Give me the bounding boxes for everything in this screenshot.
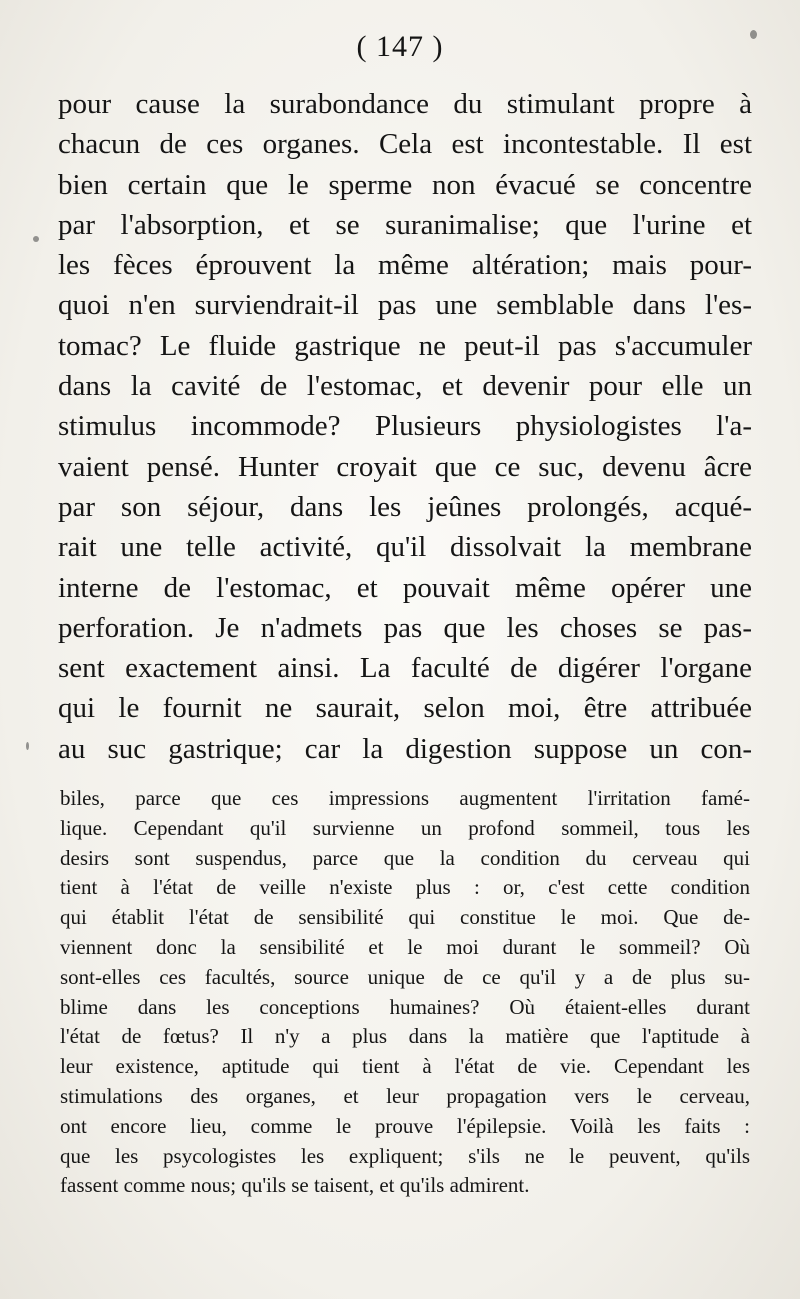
ink-speck — [750, 30, 757, 39]
footnote-line: viennent donc la sensibilité et le moi durant le sommeil? Où — [60, 934, 750, 959]
ink-speck — [33, 236, 39, 242]
main-text-line: par l'absorption, et se suranimalise; que l'urine et — [58, 208, 752, 241]
page-number: ( 147 ) — [356, 30, 444, 63]
footnote-line: blime dans les conceptions humaines? Où étaient-elles durant — [60, 994, 750, 1019]
footnote-line: fassent comme nous; qu'ils se taisent, et qu'ils admirent. — [60, 1173, 530, 1198]
footnote-line: ont encore lieu, comme le prouve l'épilepsie. Voilà les faits : — [60, 1113, 750, 1138]
footnote-line: desirs sont suspendus, parce que la condition du cerveau qui — [60, 845, 750, 870]
footnote-line: que les psycologistes les expliquent; s'ils ne le peuvent, qu'ils — [60, 1143, 750, 1168]
footnote-line: qui établit l'état de sensibilité qui constitue le moi. Que de- — [60, 905, 750, 930]
main-text-line: quoi n'en surviendrait-il pas une semblable dans l'es- — [58, 289, 752, 322]
main-text-line: rait une telle activité, qu'il dissolvait la membrane — [58, 531, 752, 564]
footnote-line: stimulations des organes, et leur propagation vers le cerveau, — [60, 1083, 750, 1108]
footnote-line: biles, parce que ces impressions augmentent l'irritation famé- — [60, 786, 750, 810]
main-text-line: chacun de ces organes. Cela est incontestable. Il est — [58, 128, 752, 161]
main-text-line: dans la cavité de l'estomac, et devenir pour elle un — [58, 370, 752, 403]
main-text-line: pour cause la surabondance du stimulant propre à — [58, 88, 752, 120]
footnote-line: l'état de fœtus? Il n'y a plus dans la matière que l'aptitude à — [60, 1024, 750, 1049]
footnote-line: tient à l'état de veille n'existe plus : or, c'est cette condition — [60, 875, 750, 900]
main-text-line: perforation. Je n'admets pas que les choses se pas- — [58, 611, 752, 644]
main-text-line: stimulus incommode? Plusieurs physiologistes l'a- — [58, 410, 752, 443]
main-text-line: au suc gastrique; car la digestion suppose un con- — [58, 732, 752, 765]
footnote-line: lique. Cependant qu'il survienne un profond sommeil, tous les — [60, 815, 750, 840]
main-text-line: vaient pensé. Hunter croyait que ce suc, devenu âcre — [58, 450, 752, 483]
footnote-line: sont-elles ces facultés, source unique de ce qu'il y a de plus su- — [60, 964, 750, 989]
footnote-line: leur existence, aptitude qui tient à l'état de vie. Cependant les — [60, 1054, 750, 1079]
footnote-block — [60, 784, 750, 1201]
main-text-line: interne de l'estomac, et pouvait même opérer une — [58, 571, 752, 604]
main-text-line: par son séjour, dans les jeûnes prolongés, acqué- — [58, 490, 752, 523]
main-text-block — [58, 84, 752, 769]
ink-speck — [26, 742, 29, 750]
main-text-line: tomac? Le fluide gastrique ne peut-il pas s'accumuler — [58, 329, 752, 362]
main-text-line: qui le fournit ne saurait, selon moi, être attribuée — [58, 692, 752, 725]
main-text-line: bien certain que le sperme non évacué se concentre — [58, 168, 752, 201]
main-text-line: les fèces éprouvent la même altération; mais pour- — [58, 249, 752, 282]
main-text-line: sent exactement ainsi. La faculté de digérer l'organe — [58, 652, 752, 685]
